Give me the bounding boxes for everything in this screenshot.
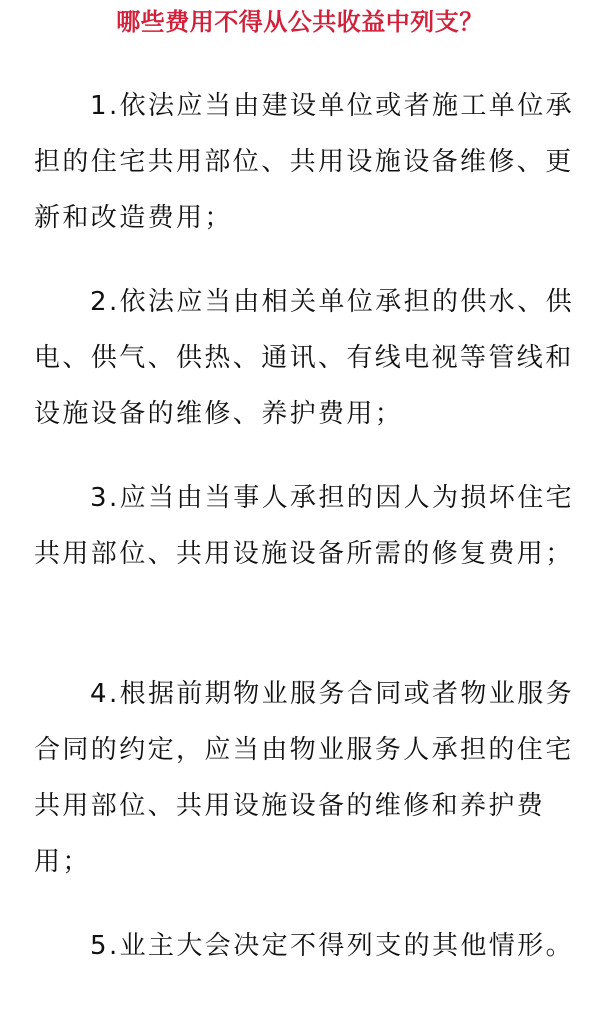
paragraph-item-3: 3.应当由当事人承担的因人为损坏住宅共用部位、共用设施设备所需的修复费用； — [34, 483, 575, 569]
article-title: 哪些费用不得从公共收益中列支？ — [116, 8, 484, 36]
paragraph-item-5: 5.业主大会决定不得列支的其他情形。 — [90, 931, 575, 961]
paragraph-item-2: 2.依法应当由相关单位承担的供水、供电、供气、供热、通讯、有线电视等管线和设施设备的维修、养护费用； — [34, 287, 575, 429]
paragraph-item-1: 1.依法应当由建设单位或者施工单位承担的住宅共用部位、共用设施设备维修、更新和改造费用； — [34, 91, 575, 233]
paragraph-item-4: 4.根据前期物业服务合同或者物业服务合同的约定，应当由物业服务人承担的住宅共用部位、共用设施设备的维修和养护费用； — [34, 679, 575, 877]
